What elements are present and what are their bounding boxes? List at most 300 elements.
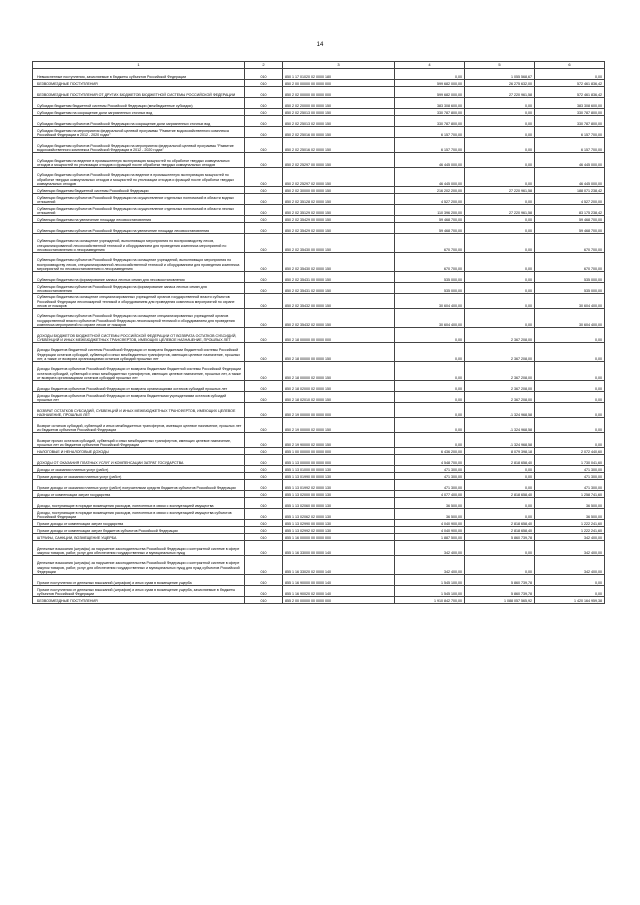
row-kbk-cell: 855 2 00 00000 00 0000 000 (283, 597, 395, 604)
row-name-cell: БЕЗВОЗМЕЗДНЫЕ ПОСТУПЛЕНИЯ (33, 597, 245, 604)
row-value-cell: 471 300,00 (535, 473, 605, 480)
row-value-cell: 0,00 (465, 127, 535, 138)
row-value-cell: 59 468 700,00 (395, 216, 465, 223)
row-kbk-cell: 855 1 16 90020 02 0000 140 (283, 586, 395, 597)
row-kbk-cell: 850 2 02 35432 00 0000 150 (283, 294, 395, 309)
row-kbk-cell: 850 2 02 25016 02 0000 150 (283, 138, 395, 153)
row-kbk-cell: 855 1 16 33000 00 0000 140 (283, 541, 395, 556)
row-value-cell: 572 461 836,42 (535, 87, 605, 98)
table-row (33, 343, 605, 362)
row-value-cell: 27 220 961,58 (465, 87, 535, 98)
row-value-cell: 1 420 164 959,38 (535, 597, 605, 604)
row-code-cell: 010 (245, 187, 283, 194)
row-value-cell: 0,00 (465, 509, 535, 520)
row-kbk-cell: 855 1 13 02062 02 0000 130 (283, 509, 395, 520)
row-value-cell: 0,00 (465, 234, 535, 253)
row-code-cell: 010 (245, 153, 283, 168)
row-code-cell: 010 (245, 127, 283, 138)
row-value-cell: 670 700,00 (535, 253, 605, 272)
header-cell: 4 (395, 62, 465, 69)
row-name-cell: Прочие поступления от денежных взысканий (штрафов) и иных сумм в возмещение ущерба (33, 575, 245, 586)
row-code-cell: 010 (245, 491, 283, 498)
row-name-cell: Доходы, поступающие в порядке возмещения расходов, понесенных в связи с эксплуатацией имущества (33, 498, 245, 509)
row-name-cell: Субвенции бюджетам на увеличение площади лесовосстановления (33, 216, 245, 223)
row-value-cell: 30 604 400,00 (395, 294, 465, 309)
table-row (33, 69, 605, 80)
row-value-cell: 5 860 739,78 (465, 575, 535, 586)
table-row (33, 127, 605, 138)
row-value-cell: 1 055 568,67 (465, 69, 535, 80)
row-value-cell: 0,00 (465, 98, 535, 109)
row-value-cell: 0,00 (535, 418, 605, 433)
table-row (33, 116, 605, 127)
row-value-cell: 59 468 700,00 (535, 216, 605, 223)
row-value-cell: 0,00 (465, 473, 535, 480)
row-name-cell: Субсидии бюджетам субъектов Российской Федерации на мероприятия федеральной целевой программы "Развитие водохозяйственного комплекса Российской Федерации в 2012 - 2020 годах" (33, 138, 245, 153)
row-kbk-cell: 850 2 02 25297 02 0000 150 (283, 168, 395, 187)
row-code-cell: 010 (245, 234, 283, 253)
row-code-cell: 010 (245, 168, 283, 187)
row-value-cell: 0,00 (535, 392, 605, 403)
row-code-cell: 010 (245, 80, 283, 87)
row-value-cell: 4 040 900,00 (395, 527, 465, 534)
row-name-cell: ДОХОДЫ БЮДЖЕТОВ БЮДЖЕТНОЙ СИСТЕМЫ РОССИЙСКОЙ ФЕДЕРАЦИИ ОТ ВОЗВРАТА ОСТАТКОВ СУБСИДИЙ, СУБВЕНЦИЙ И ИНЫХ МЕЖБЮДЖЕТНЫХ ТРАНСФЕРТОВ, ИМЕЮЩИХ ЦЕЛЕВОЕ НАЗНАЧЕНИЕ, ПРОШЛЫХ ЛЕТ (33, 328, 245, 343)
row-value-cell: -1 324 968,58 (465, 403, 535, 418)
row-kbk-cell: 850 2 02 35129 02 0000 150 (283, 205, 395, 216)
row-name-cell: ШТРАФЫ, САНКЦИИ, ВОЗМЕЩЕНИЕ УЩЕРБА (33, 534, 245, 541)
row-value-cell: 0,00 (535, 575, 605, 586)
table-row (33, 448, 605, 455)
row-code-cell: 010 (245, 403, 283, 418)
row-kbk-cell: 850 2 02 35430 00 0000 150 (283, 234, 395, 253)
table-row (33, 216, 605, 223)
row-name-cell: Субвенции бюджетам субъектов Российской Федерации на увеличение площади лесовосстановления (33, 223, 245, 234)
row-value-cell: 0,00 (465, 138, 535, 153)
table-row (33, 534, 605, 541)
table-row (33, 98, 605, 109)
row-value-cell: 2 818 658,40 (465, 491, 535, 498)
row-kbk-cell: 850 2 02 35432 02 0000 150 (283, 309, 395, 328)
row-code-cell: 010 (245, 392, 283, 403)
row-value-cell: 0,00 (465, 216, 535, 223)
row-code-cell: 010 (245, 575, 283, 586)
row-kbk-cell: 855 1 13 01000 00 0000 130 (283, 466, 395, 473)
row-kbk-cell: 850 2 02 35429 00 0000 150 (283, 216, 395, 223)
row-value-cell: 6 157 700,00 (535, 127, 605, 138)
row-value-cell: 0,00 (465, 498, 535, 509)
row-name-cell: Доходы бюджетов бюджетной системы Российской Федерации от возврата бюджетами бюджетной системы Российской Федерации остатков субсидий, субвенций и иных межбюджетных трансфертов, имеющих целевое назначение, прошлых лет, а также от возврата организациями остатков субсидий прошлых лет (33, 343, 245, 362)
row-name-cell: Субвенции бюджетам субъектов Российской Федерации на осуществление отдельных полномочий в области лесных отношений (33, 205, 245, 216)
row-code-cell: 010 (245, 466, 283, 473)
row-value-cell: 0,00 (465, 194, 535, 205)
row-value-cell: 0,00 (465, 272, 535, 283)
row-value-cell: 599 682 000,00 (395, 80, 465, 87)
table-row (33, 138, 605, 153)
row-value-cell: 342 400,00 (535, 534, 605, 541)
row-value-cell: 471 300,00 (395, 466, 465, 473)
row-value-cell: 0,00 (535, 433, 605, 448)
table-row (33, 272, 605, 283)
table-row (33, 418, 605, 433)
row-name-cell: Невыясненные поступления, зачисляемые в бюджеты субъектов Российской Федерации (33, 69, 245, 80)
row-kbk-cell: 850 2 02 25016 00 0000 150 (283, 127, 395, 138)
table-row (33, 194, 605, 205)
row-code-cell: 010 (245, 343, 283, 362)
row-value-cell: 0,00 (465, 466, 535, 473)
row-value-cell: 0,00 (535, 343, 605, 362)
row-value-cell: 0,00 (465, 309, 535, 328)
table-row (33, 234, 605, 253)
row-value-cell: 0,00 (395, 433, 465, 448)
table-row (33, 466, 605, 473)
row-code-cell: 010 (245, 216, 283, 223)
row-value-cell: 0,00 (395, 362, 465, 381)
row-value-cell: 330 787 800,00 (535, 116, 605, 127)
table-row (33, 455, 605, 466)
row-value-cell: 1 545 100,00 (395, 586, 465, 597)
row-name-cell: Прочие доходы от компенсации затрат бюджетов субъектов Российской Федерации (33, 527, 245, 534)
row-value-cell: 0,00 (395, 418, 465, 433)
row-name-cell: Прочие доходы от компенсации затрат государства (33, 520, 245, 527)
row-value-cell: 1 222 241,60 (535, 527, 605, 534)
row-value-cell: 0,00 (395, 403, 465, 418)
row-value-cell: 36 500,00 (535, 498, 605, 509)
row-kbk-cell: 850 2 00 00000 00 0000 000 (283, 80, 395, 87)
row-value-cell: 4 548 700,00 (395, 455, 465, 466)
header-cell: 2 (245, 62, 283, 69)
row-value-cell: 2 367 208,00 (465, 392, 535, 403)
row-name-cell: Прочие доходы от оказания платных услуг (работ) (33, 473, 245, 480)
row-value-cell: 535 000,00 (395, 283, 465, 294)
table-row (33, 362, 605, 381)
row-name-cell: Доходы бюджетов субъектов Российской Федерации от возврата бюджетными учреждениями остатков субсидий прошлых лет (33, 392, 245, 403)
row-code-cell: 010 (245, 418, 283, 433)
table-row (33, 597, 605, 604)
table-row (33, 541, 605, 556)
row-name-cell: ДОХОДЫ ОТ ОКАЗАНИЯ ПЛАТНЫХ УСЛУГ И КОМПЕНСАЦИИ ЗАТРАТ ГОСУДАРСТВА (33, 455, 245, 466)
row-value-cell: 2 367 208,00 (465, 343, 535, 362)
row-value-cell: 0,00 (465, 168, 535, 187)
table-row (33, 381, 605, 392)
row-value-cell: 4 077 400,00 (395, 491, 465, 498)
row-name-cell: Субвенции бюджетам бюджетной системы Российской Федерации (33, 187, 245, 194)
row-value-cell: 59 468 700,00 (535, 223, 605, 234)
row-kbk-cell: 850 2 02 25297 00 0000 150 (283, 153, 395, 168)
row-value-cell: 6 157 700,00 (535, 138, 605, 153)
row-value-cell: 0,00 (465, 294, 535, 309)
row-value-cell: 36 500,00 (535, 509, 605, 520)
row-name-cell: Прочие поступления от денежных взысканий (штрафов) и иных сумм в возмещение ущерба, зачисляемые в бюджеты субъектов Российской Федерации (33, 586, 245, 597)
row-code-cell: 010 (245, 509, 283, 520)
row-kbk-cell: 850 2 18 00000 02 0000 150 (283, 362, 395, 381)
row-kbk-cell: 855 1 13 02990 00 0000 130 (283, 520, 395, 527)
row-kbk-cell: 850 2 18 02010 02 0000 150 (283, 392, 395, 403)
row-value-cell: 46 445 000,00 (395, 168, 465, 187)
row-code-cell: 010 (245, 498, 283, 509)
row-kbk-cell: 855 1 16 33020 02 0000 140 (283, 556, 395, 575)
table-row (33, 80, 605, 87)
row-value-cell: 0,00 (465, 116, 535, 127)
row-value-cell: 383 308 600,00 (535, 98, 605, 109)
row-value-cell: 0,00 (535, 362, 605, 381)
row-name-cell: НАЛОГОВЫЕ И НЕНАЛОГОВЫЕ ДОХОДЫ (33, 448, 245, 455)
row-value-cell: 26 275 632,00 (465, 80, 535, 87)
row-code-cell: 010 (245, 309, 283, 328)
row-value-cell: 4 527 200,00 (395, 194, 465, 205)
revenue-report-table (32, 61, 605, 604)
row-value-cell: 5 860 739,78 (465, 586, 535, 597)
table-row (33, 527, 605, 534)
row-kbk-cell: 850 2 18 02000 02 0000 150 (283, 381, 395, 392)
row-value-cell: 110 396 200,00 (395, 205, 465, 216)
row-kbk-cell: 850 2 02 35430 02 0000 150 (283, 253, 395, 272)
row-value-cell: 83 175 238,42 (535, 205, 605, 216)
row-name-cell: Субвенции бюджетам субъектов Российской Федерации на оснащение специализированных учреждений органов государственной власти субъектов Российской Федерации лесопожарной техникой и оборудованием для проведения комплекса мероприятий по охране лесов от пожаров (33, 309, 245, 328)
row-value-cell: 599 682 000,00 (395, 87, 465, 98)
table-row (33, 205, 605, 216)
row-value-cell: 4 527 200,00 (535, 194, 605, 205)
row-kbk-cell: 855 1 13 02992 02 0000 130 (283, 527, 395, 534)
row-name-cell: Денежные взыскания (штрафы) за нарушение законодательства Российской Федерации о контрактной системе в сфере закупок товаров, работ, услуг для обеспечения государственных и муниципальных нужд для нужд субъектов Российской Федерации (33, 556, 245, 575)
row-value-cell: 471 300,00 (395, 480, 465, 491)
row-value-cell: 670 700,00 (395, 234, 465, 253)
row-name-cell: Субвенции бюджетам на оснащение специализированных учреждений органов государственной власти субъектов Российской Федерации лесопожарной техникой и оборудованием для проведения комплекса мероприятий по охране лесов от пожаров (33, 294, 245, 309)
table-row (33, 283, 605, 294)
row-code-cell: 010 (245, 556, 283, 575)
row-value-cell: 0,00 (535, 403, 605, 418)
table-row (33, 403, 605, 418)
row-name-cell: Возврат прочих остатков субсидий, субвенций и иных межбюджетных трансфертов, имеющих целевое назначение, прошлых лет из бюджетов субъектов Российской Федерации (33, 433, 245, 448)
row-kbk-cell: 850 2 02 30000 00 0000 150 (283, 187, 395, 194)
row-value-cell: 342 400,00 (395, 541, 465, 556)
table-row (33, 392, 605, 403)
row-name-cell: Возврат остатков субсидий, субвенций и иных межбюджетных трансфертов, имеющих целевое назначение, прошлых лет из бюджетов субъектов Российской Федерации (33, 418, 245, 433)
row-value-cell: 1 088 057 565,92 (465, 597, 535, 604)
row-value-cell: 0,00 (395, 69, 465, 80)
row-value-cell: 1 730 041,60 (535, 455, 605, 466)
row-value-cell: 1 887 500,00 (395, 534, 465, 541)
row-code-cell: 010 (245, 362, 283, 381)
row-value-cell: 0,00 (465, 541, 535, 556)
row-kbk-cell: 850 1 17 01020 02 0000 180 (283, 69, 395, 80)
row-kbk-cell: 855 1 13 02060 00 0000 130 (283, 498, 395, 509)
row-value-cell: 471 300,00 (535, 480, 605, 491)
row-name-cell: Субвенции бюджетам субъектов Российской Федерации на оснащение учреждений, выполняющих мероприятия по воспроизводству лесов, специализированной лесохозяйственной техникой и оборудованием для проведения комплекса мероприятий по лесовосстановлению и лесоразведению (33, 253, 245, 272)
row-name-cell: Прочие доходы от оказания платных услуг (работ) получателями средств бюджетов субъектов Российской Федерации (33, 480, 245, 491)
row-code-cell: 010 (245, 205, 283, 216)
row-value-cell: 0,00 (395, 328, 465, 343)
row-name-cell: Субсидии бюджетам субъектов Российской Федерации на сокращение доли загрязненных сточных вод (33, 116, 245, 127)
row-value-cell: 535 000,00 (535, 283, 605, 294)
table-row (33, 586, 605, 597)
row-value-cell: 2 367 208,00 (465, 381, 535, 392)
row-kbk-cell: 850 2 02 25013 00 0000 150 (283, 109, 395, 116)
row-kbk-cell: 850 2 02 00000 00 0000 000 (283, 87, 395, 98)
row-value-cell: 535 000,00 (535, 272, 605, 283)
row-code-cell: 010 (245, 138, 283, 153)
row-code-cell: 010 (245, 473, 283, 480)
table-row (33, 294, 605, 309)
row-value-cell: 670 700,00 (395, 253, 465, 272)
row-name-cell: Субсидии бюджетам на ведение в промышленную эксплуатацию мощностей по обработке твердых коммунальных отходов и мощностей по утилизации отходов и фракций после обработки твердых коммунальных отходов (33, 153, 245, 168)
row-value-cell: 36 500,00 (395, 498, 465, 509)
row-value-cell: 30 604 400,00 (395, 309, 465, 328)
row-value-cell: 46 445 000,00 (535, 153, 605, 168)
row-code-cell: 010 (245, 455, 283, 466)
header-cell: 3 (283, 62, 395, 69)
row-value-cell: 46 445 000,00 (535, 168, 605, 187)
row-value-cell: 46 445 000,00 (395, 153, 465, 168)
row-kbk-cell: 850 2 02 35429 02 0000 150 (283, 223, 395, 234)
row-code-cell: 010 (245, 328, 283, 343)
row-value-cell: 0,00 (535, 328, 605, 343)
table-row (33, 168, 605, 187)
row-value-cell: 36 500,00 (395, 509, 465, 520)
row-value-cell: 535 000,00 (395, 272, 465, 283)
row-value-cell: 0,00 (465, 480, 535, 491)
table-row (33, 109, 605, 116)
row-kbk-cell: 850 2 19 00000 02 0000 150 (283, 418, 395, 433)
row-value-cell: 2 367 208,00 (465, 362, 535, 381)
row-value-cell: 1 910 842 700,00 (395, 597, 465, 604)
row-value-cell: 0,00 (395, 381, 465, 392)
row-value-cell: 6 436 200,00 (395, 448, 465, 455)
row-name-cell: Доходы от оказания платных услуг (работ) (33, 466, 245, 473)
row-code-cell: 010 (245, 69, 283, 80)
row-kbk-cell: 855 1 13 02000 00 0000 130 (283, 491, 395, 498)
row-value-cell: 572 461 836,42 (535, 80, 605, 87)
row-value-cell: -1 324 968,58 (465, 433, 535, 448)
row-value-cell: 0,00 (465, 223, 535, 234)
row-value-cell: 0,00 (395, 392, 465, 403)
row-kbk-cell: 850 2 18 00000 00 0000 150 (283, 343, 395, 362)
row-value-cell: 216 202 200,00 (395, 187, 465, 194)
row-kbk-cell: 850 2 18 00000 00 0000 000 (283, 328, 395, 343)
row-kbk-cell: 855 1 13 01992 02 0000 130 (283, 480, 395, 491)
row-code-cell: 010 (245, 283, 283, 294)
row-value-cell: 4 040 900,00 (395, 520, 465, 527)
row-code-cell: 010 (245, 597, 283, 604)
row-kbk-cell: 850 2 02 20000 00 0000 150 (283, 98, 395, 109)
row-value-cell: 30 604 400,00 (535, 294, 605, 309)
row-value-cell: 5 860 739,78 (465, 534, 535, 541)
row-value-cell: 0,00 (395, 343, 465, 362)
row-code-cell: 010 (245, 194, 283, 205)
table-row (33, 520, 605, 527)
row-value-cell: 330 787 800,00 (535, 109, 605, 116)
row-name-cell: Доходы бюджетов субъектов Российской Федерации от возврата бюджетами бюджетной системы Российской Федерации остатков субсидий, субвенций и иных межбюджетных трансфертов, имеющих целевое назначение, прошлых лет, а также от возврата организациями остатков субсидий прошлых лет (33, 362, 245, 381)
table-row (33, 187, 605, 194)
row-value-cell: 471 300,00 (535, 466, 605, 473)
row-value-cell: 342 400,00 (395, 556, 465, 575)
row-value-cell: 27 220 961,58 (465, 187, 535, 194)
row-name-cell: Субсидии бюджетам на мероприятия федеральной целевой программы "Развитие водохозяйственного комплекса Российской Федерации в 2012 - 2020 годах" (33, 127, 245, 138)
row-code-cell: 010 (245, 586, 283, 597)
row-code-cell: 010 (245, 272, 283, 283)
header-cell: 5 (465, 62, 535, 69)
header-cell: 6 (535, 62, 605, 69)
row-value-cell: 330 787 800,00 (395, 116, 465, 127)
row-value-cell: 471 300,00 (395, 473, 465, 480)
row-value-cell: 330 787 800,00 (395, 109, 465, 116)
row-name-cell: БЕЗВОЗМЕЗДНЫЕ ПОСТУПЛЕНИЯ (33, 80, 245, 87)
table-row (33, 328, 605, 343)
row-name-cell: Доходы от компенсации затрат государства (33, 491, 245, 498)
row-name-cell: Субвенции бюджетам на формирование запаса лесных семян для лесовосстановления (33, 272, 245, 283)
row-value-cell: 6 157 700,00 (395, 138, 465, 153)
row-kbk-cell: 855 1 16 00000 00 0000 000 (283, 534, 395, 541)
table-row (33, 509, 605, 520)
row-code-cell: 010 (245, 534, 283, 541)
row-kbk-cell: 850 2 02 35431 00 0000 150 (283, 272, 395, 283)
row-kbk-cell: 855 1 13 01990 00 0000 130 (283, 473, 395, 480)
row-name-cell: Субсидии бюджетам бюджетной системы Российской Федерации (межбюджетные субсидии) (33, 98, 245, 109)
row-value-cell: 27 220 961,58 (465, 205, 535, 216)
table-row (33, 253, 605, 272)
row-name-cell: ВОЗВРАТ ОСТАТКОВ СУБСИДИЙ, СУБВЕНЦИЙ И ИНЫХ МЕЖБЮДЖЕТНЫХ ТРАНСФЕРТОВ, ИМЕЮЩИХ ЦЕЛЕВОЕ НАЗНАЧЕНИЕ, ПРОШЛЫХ ЛЕТ (33, 403, 245, 418)
row-value-cell: 1 222 241,60 (535, 520, 605, 527)
row-name-cell: БЕЗВОЗМЕЗДНЫЕ ПОСТУПЛЕНИЯ ОТ ДРУГИХ БЮДЖЕТОВ БЮДЖЕТНОЙ СИСТЕМЫ РОССИЙСКОЙ ФЕДЕРАЦИИ (33, 87, 245, 98)
row-kbk-cell: 855 1 00 00000 00 0000 000 (283, 448, 395, 455)
row-code-cell: 010 (245, 381, 283, 392)
row-value-cell: 2 818 658,40 (465, 527, 535, 534)
row-value-cell: 6 157 700,00 (395, 127, 465, 138)
row-value-cell: 1 258 741,60 (535, 491, 605, 498)
row-code-cell: 010 (245, 98, 283, 109)
row-value-cell: 0,00 (465, 283, 535, 294)
table-row (33, 556, 605, 575)
row-value-cell: 188 071 238,42 (535, 187, 605, 194)
row-value-cell: 0,00 (465, 109, 535, 116)
row-value-cell: 0,00 (535, 381, 605, 392)
row-kbk-cell: 850 2 02 35431 02 0000 150 (283, 283, 395, 294)
row-code-cell: 010 (245, 520, 283, 527)
row-kbk-cell: 850 2 02 25013 02 0000 150 (283, 116, 395, 127)
row-value-cell: 2 367 208,00 (465, 328, 535, 343)
row-code-cell: 010 (245, 87, 283, 98)
row-kbk-cell: 850 2 02 35128 02 0000 150 (283, 194, 395, 205)
row-value-cell: 2 072 440,60 (535, 448, 605, 455)
table-row (33, 433, 605, 448)
row-kbk-cell: 855 1 16 90000 00 0000 140 (283, 575, 395, 586)
table-row (33, 575, 605, 586)
row-code-cell: 010 (245, 541, 283, 556)
row-code-cell: 010 (245, 527, 283, 534)
row-code-cell: 010 (245, 223, 283, 234)
row-name-cell: Субвенции бюджетам на оснащение учреждений, выполняющих мероприятия по воспроизводству лесов, специализированной лесохозяйственной техникой и оборудованием для проведения комплекса мероприятий по лесовосстановлению и лесоразведению (33, 234, 245, 253)
row-name-cell: Денежные взыскания (штрафы) за нарушение законодательства Российской Федерации о контрактной системе в сфере закупок товаров, работ, услуг для обеспечения государственных и муниципальных нужд (33, 541, 245, 556)
table-row (33, 473, 605, 480)
row-kbk-cell: 850 2 19 00000 00 0000 000 (283, 403, 395, 418)
row-name-cell: Субвенции бюджетам субъектов Российской Федерации на формирование запаса лесных семян для лесовосстановления (33, 283, 245, 294)
row-value-cell: 0,00 (535, 586, 605, 597)
row-name-cell: Субсидии бюджетам субъектов Российской Федерации на ведение в промышленную эксплуатацию мощностей по обработке твердых коммунальных отходов и мощностей по утилизации отходов и фракций после обработки твердых коммунальных отходов (33, 168, 245, 187)
row-code-cell: 010 (245, 433, 283, 448)
row-kbk-cell: 855 1 13 00000 00 0000 000 (283, 455, 395, 466)
row-value-cell: 1 545 100,00 (395, 575, 465, 586)
row-code-cell: 010 (245, 116, 283, 127)
row-value-cell: 0,00 (465, 253, 535, 272)
table-row (33, 309, 605, 328)
row-name-cell: Субвенции бюджетам субъектов Российской Федерации на осуществление отдельных полномочий в области водных отношений (33, 194, 245, 205)
header-row (33, 62, 605, 69)
row-kbk-cell: 850 2 19 90000 02 0000 150 (283, 433, 395, 448)
row-value-cell: 0,00 (465, 153, 535, 168)
table-row (33, 498, 605, 509)
table-row (33, 87, 605, 98)
row-value-cell: 59 468 700,00 (395, 223, 465, 234)
row-value-cell: 0,00 (465, 556, 535, 575)
